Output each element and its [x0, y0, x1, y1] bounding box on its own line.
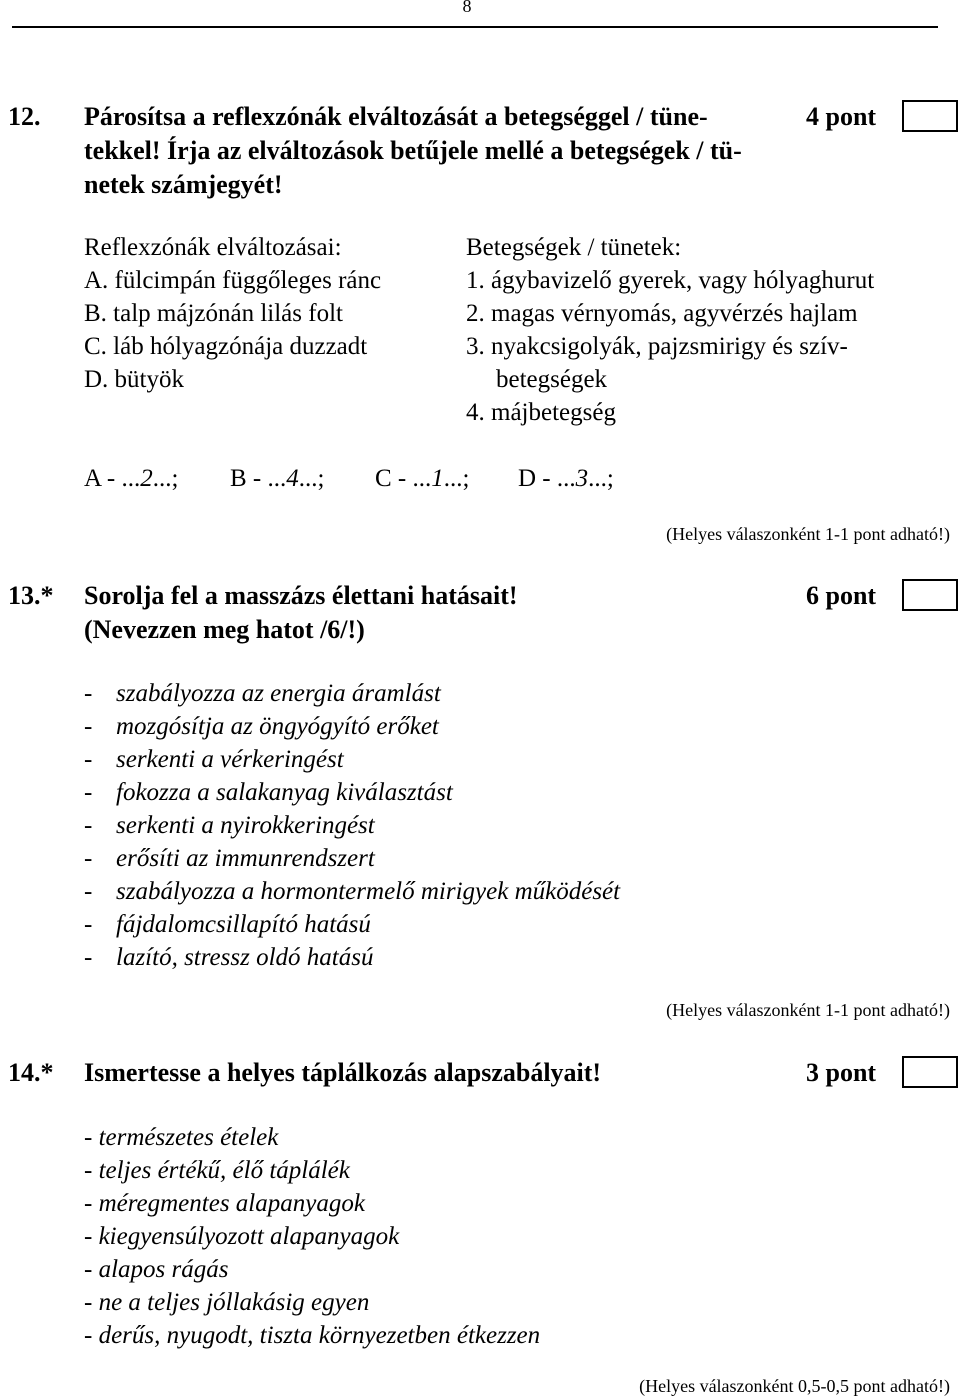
q14-number: 14.*	[8, 1058, 54, 1087]
q13-item-7: szabályozza a hormontermelő mirigyek működését	[116, 878, 621, 905]
q13-item-4: fokozza a salakanyag kiválasztást	[116, 779, 453, 806]
q14-item-5: - alapos rágás	[84, 1256, 229, 1283]
q13-item-9: lazító, stressz oldó hatású	[116, 944, 374, 971]
q12-answer-d-value: 3	[575, 465, 589, 492]
q13-dash-6: -	[84, 845, 93, 872]
q12-answer-b-value: 4	[286, 465, 299, 492]
q14-item-7: - derűs, nyugodt, tiszta környezetben étkezzen	[84, 1322, 541, 1349]
q12-number: 12.	[8, 102, 41, 131]
q13-line-2: (Nevezzen meg hatot /6/!)	[84, 615, 365, 644]
q13-item-1: szabályozza az energia áramlást	[116, 680, 441, 707]
q13-item-3: serkenti a vérkeringést	[116, 746, 344, 773]
q12-line-2: tekkel! Írja az elváltozások betűjele mellé a betegségek / tü-	[84, 136, 742, 165]
q13-item-8: fájdalomcsillapító hatású	[116, 911, 371, 938]
header-rule	[12, 26, 938, 28]
q12-answer-d	[518, 465, 614, 493]
q13-score-box[interactable]	[902, 579, 958, 611]
q13-dash-8: -	[84, 911, 93, 938]
q12-answer-c-suffix: ...;	[443, 465, 470, 492]
q13-dash-1: -	[84, 680, 93, 707]
q12-answer-a-suffix: ...;	[152, 465, 179, 492]
q12-left-item-a: A. fülcimpán függőleges ránc	[84, 267, 382, 294]
q13-dash-7: -	[84, 878, 93, 905]
q12-points: 4 pont	[806, 102, 877, 131]
q12-answer-b	[230, 465, 324, 493]
q12-score-box[interactable]	[902, 100, 958, 132]
q14-line: Ismertesse a helyes táplálkozás alapszabályait!	[84, 1058, 602, 1087]
q12-answer-c	[375, 465, 469, 493]
q12-line-1: Párosítsa a reflexzónák elváltozását a betegséggel / tüne-	[84, 102, 708, 131]
q13-points: 6 pont	[806, 581, 877, 610]
q13-dash-3: -	[84, 746, 93, 773]
q13-line-1: Sorolja fel a masszázs élettani hatásait!	[84, 581, 518, 610]
q14-item-6: - ne a teljes jóllakásig egyen	[84, 1289, 370, 1316]
q13-item-6: erősíti az immunrendszert	[116, 845, 375, 872]
q12-answer-d-suffix: ...;	[588, 465, 614, 492]
q13-dash-5: -	[84, 812, 93, 839]
q12-answer-a-value: 2	[140, 465, 153, 492]
q12-line-3: netek számjegyét!	[84, 170, 283, 199]
q14-item-4: - kiegyensúlyozott alapanyagok	[84, 1223, 400, 1250]
q14-scoring-note: (Helyes válaszonként 0,5-0,5 pont adható!)	[639, 1376, 950, 1396]
q12-right-item-3: 3. nyakcsigolyák, pajzsmirigy és szív-	[466, 333, 848, 360]
q12-left-item-b: B. talp májzónán lilás folt	[84, 300, 343, 327]
q13-dash-4: -	[84, 779, 93, 806]
q12-right-item-1: 1. ágybavizelő gyerek, vagy hólyaghurut	[466, 267, 875, 294]
q14-item-1: - természetes ételek	[84, 1124, 279, 1151]
q12-right-item-3-cont: betegségek	[496, 366, 608, 393]
q12-answer-d-prefix: D - ...	[518, 465, 576, 492]
q13-item-5: serkenti a nyirokkeringést	[116, 812, 375, 839]
q12-answer-c-value: 1	[431, 465, 444, 492]
q14-points: 3 pont	[806, 1058, 877, 1087]
q13-scoring-note: (Helyes válaszonként 1-1 pont adható!)	[666, 1000, 950, 1020]
q12-answer-a	[84, 465, 178, 493]
q14-item-3: - méregmentes alapanyagok	[84, 1190, 365, 1217]
q12-scoring-note: (Helyes válaszonként 1-1 pont adható!)	[666, 524, 950, 544]
q12-right-header: Betegségek / tünetek:	[466, 234, 682, 261]
q12-right-item-4: 4. májbetegség	[466, 399, 616, 426]
q13-number: 13.*	[8, 581, 54, 610]
q12-right-item-2: 2. magas vérnyomás, agyvérzés hajlam	[466, 300, 858, 327]
q14-item-2: - teljes értékű, élő táplálék	[84, 1157, 350, 1184]
q12-left-item-c: C. láb hólyagzónája duzzadt	[84, 333, 368, 360]
page-number: 8	[462, 0, 472, 16]
q13-dash-9: -	[84, 944, 93, 971]
q12-left-header: Reflexzónák elváltozásai:	[84, 234, 342, 261]
q14-score-box[interactable]	[902, 1056, 958, 1088]
q12-answer-b-prefix: B - ...	[230, 465, 287, 492]
q12-answer-b-suffix: ...;	[298, 465, 325, 492]
q12-answer-a-prefix: A - ...	[84, 465, 141, 492]
q12-left-item-d: D. bütyök	[84, 366, 184, 393]
q13-dash-2: -	[84, 713, 93, 740]
q13-item-2: mozgósítja az öngyógyító erőket	[116, 713, 439, 740]
q12-answer-c-prefix: C - ...	[375, 465, 432, 492]
